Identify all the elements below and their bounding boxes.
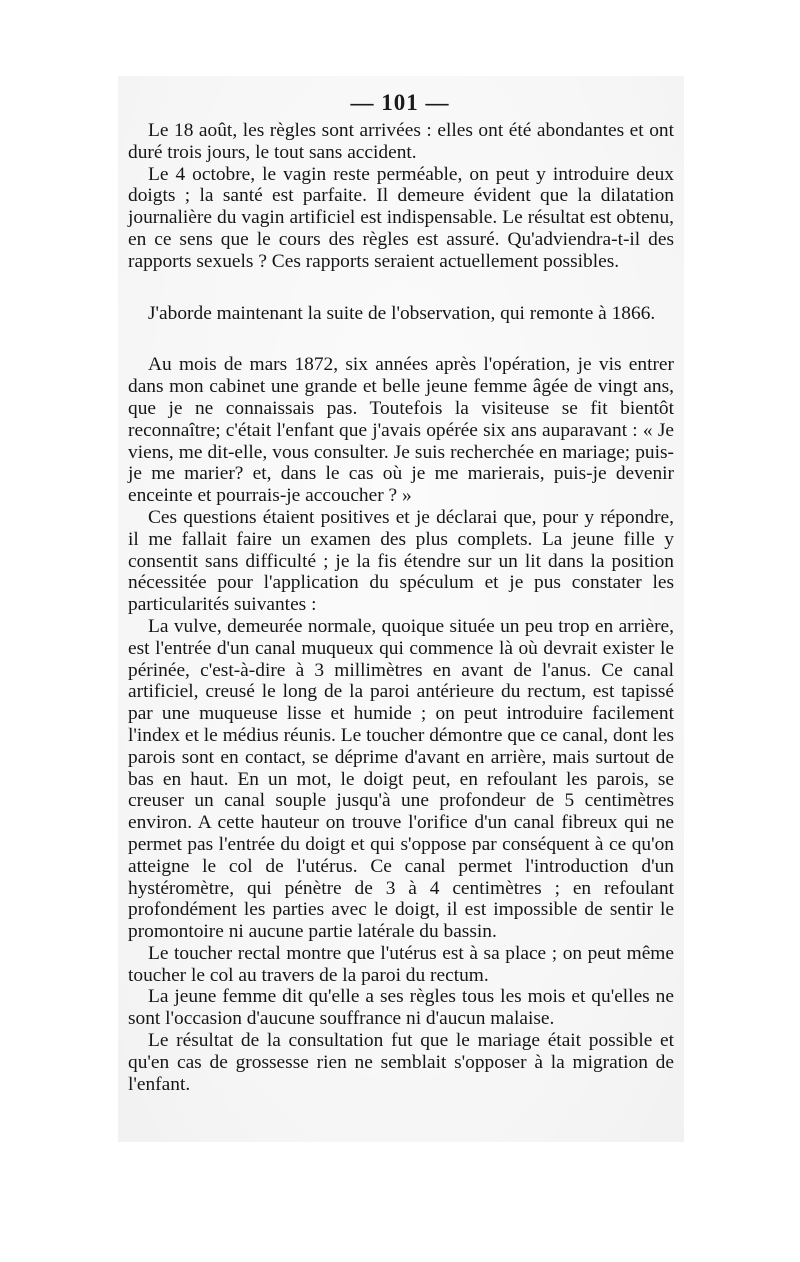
paragraph-1: Le 18 août, les règles sont arrivées : elles ont été abondantes et ont duré trois jours, le tout sans accident.: [128, 120, 674, 163]
paragraph-3: J'aborde maintenant la suite de l'observation, qui remonte à 1866.: [148, 302, 656, 324]
paragraph-2: Le 4 octobre, le vagin reste perméable, on peut y introduire deux doigts ; la santé est parfaite. Il demeure évident que la dilatation journalière du vagin artificiel est indispensable. Le résultat est obtenu, en ce sens que le cours des règles est assuré. Qu'adviendra-t-il des rapports sexuels ? Ces rapports seraient actuellement possibles.: [128, 163, 674, 272]
page-number: — 101 —: [350, 90, 450, 115]
body-text: [128, 120, 674, 1095]
paragraph-9: Le résultat de la consultation fut que le mariage était possible et qu'en cas de grossesse rien ne semblait s'opposer à la migration de l'enfant.: [128, 1030, 674, 1095]
paragraph-8: La jeune femme dit qu'elle a ses règles tous les mois et qu'elles ne sont l'occasion d'aucune souffrance ni d'aucun malaise.: [128, 986, 674, 1030]
paragraph-5: Ces questions étaient positives et je déclarai que, pour y répondre, il me fallait faire un examen des plus complets. La jeune fille y consentit sans difficulté ; je la fis étendre sur un lit dans la position nécessitée pour l'application du spéculum et je pus constater les particularités suivantes :: [128, 506, 674, 616]
paragraph-7: Le toucher rectal montre que l'utérus est à sa place ; on peut même toucher le col au travers de la paroi du rectum.: [128, 942, 674, 986]
paragraph-4: Au mois de mars 1872, six années après l'opération, je vis entrer dans mon cabinet une grande et belle jeune femme âgée de vingt ans, que je ne connaissais pas. Toutefois la visiteuse se fit bientôt reconnaître; c'était l'enfant que j'avais opérée six ans auparavant : « Je viens, me dit-elle, vous consulter. Je suis recherchée en mariage; puis-je me marier? et, dans le cas où je me marierais, puis-je devenir enceinte et pourrais-je accoucher ? »: [128, 354, 674, 507]
paragraph-6: La vulve, demeurée normale, quoique située un peu trop en arrière, est l'entrée d'un canal muqueux qui commence là où devrait exister le périnée, c'est-à-dire à 3 millimètres en avant de l'anus. Ce canal artificiel, creusé le long de la paroi antérieure du rectum, est tapissé par une muqueuse lisse et humide ; on peut introduire facilement l'index et le médius réunis. Le toucher démontre que ce canal, dont les parois sont en contact, se déprime d'avant en arrière, mais surtout de bas en haut. En un mot, le doigt peut, en refoulant les parois, se creuser un canal souple jusqu'à une profondeur de 5 centimètres environ. A cette hauteur on trouve l'orifice d'un canal fibreux qui ne permet pas l'entrée du doigt et qui s'oppose par conséquent à ce qu'on atteigne le col de l'utérus. Ce canal permet l'introduction d'un hystéromètre, qui pénètre de 3 à 4 centimètres ; en refoulant profondément les parties avec le doigt, il est impossible de sentir le promontoire ni aucune partie latérale du bassin.: [128, 615, 674, 943]
